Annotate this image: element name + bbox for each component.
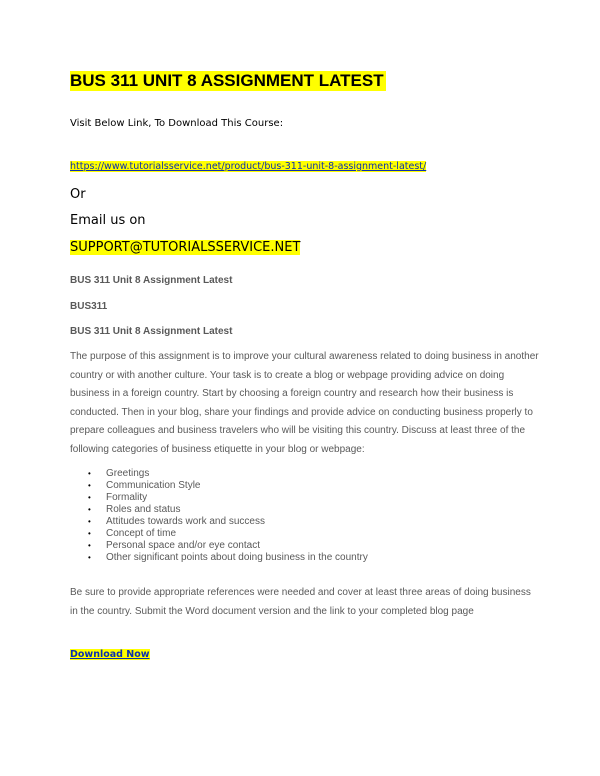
- download-wrapper: [70, 648, 150, 661]
- list-item: [88, 540, 368, 552]
- list-item-label: Formality: [106, 492, 148, 503]
- course-code: BUS311: [70, 301, 108, 312]
- list-item-label: Concept of time: [106, 528, 177, 539]
- assignment-description: The purpose of this assignment is to improve your cultural awareness related to doing business in another country or with another culture. Your task is to create a blog or webpage providing advice on doing business in a foreign country. Start by choosing a foreign country and research how their business is conducted. Then in your blog, share your findings and provide advice on conducting business properly to prepare colleagues and business travelers who will be visiting this country. Discuss at least three of the following categories of business etiquette in your blog or webpage:: [70, 351, 539, 455]
- bullet-icon: •: [88, 469, 91, 478]
- bullet-icon: •: [88, 505, 91, 514]
- email-wrapper: [70, 239, 300, 256]
- list-item-label: Personal space and/or eye contact: [106, 540, 260, 551]
- bullet-icon: •: [88, 493, 91, 502]
- list-item: [88, 504, 368, 516]
- course-link[interactable]: https://www.tutorialsservice.net/product/bus-311-unit-8-assignment-latest/: [70, 161, 427, 172]
- bullet-icon: •: [88, 553, 91, 562]
- list-item-label: Attitudes towards work and success: [106, 516, 265, 527]
- bullet-icon: •: [88, 481, 91, 490]
- list-item: [88, 468, 368, 480]
- subtitle-1: BUS 311 Unit 8 Assignment Latest: [70, 275, 233, 286]
- list-item-label: Other significant points about doing business in the country: [106, 552, 368, 563]
- list-item-label: Greetings: [106, 468, 150, 479]
- bullet-icon: •: [88, 541, 91, 550]
- list-item: [88, 480, 368, 492]
- bullet-icon: •: [88, 529, 91, 538]
- list-item-label: Communication Style: [106, 480, 201, 491]
- list-item-label: Roles and status: [106, 504, 181, 515]
- list-item: [88, 528, 368, 540]
- list-item: [88, 492, 368, 504]
- list-item: [88, 552, 368, 564]
- page-title-text: BUS 311 UNIT 8 ASSIGNMENT LATEST: [70, 71, 384, 90]
- support-email[interactable]: SUPPORT@TUTORIALSSERVICE.NET: [70, 240, 301, 255]
- list-item: [88, 516, 368, 528]
- etiquette-category-list: [88, 468, 368, 564]
- email-label: Email us on: [70, 213, 146, 228]
- page-title: [70, 70, 386, 92]
- download-now-link[interactable]: Download Now: [70, 649, 150, 660]
- bullet-icon: •: [88, 517, 91, 526]
- subtitle-2: BUS 311 Unit 8 Assignment Latest: [70, 326, 233, 337]
- visit-instruction: Visit Below Link, To Download This Course:: [70, 118, 284, 129]
- submission-instructions: Be sure to provide appropriate references were needed and cover at least three areas of doing business in the country. Submit the Word document version and the link to your completed blog page: [70, 587, 531, 617]
- or-text: Or: [70, 187, 86, 202]
- course-link-wrapper: [70, 160, 426, 173]
